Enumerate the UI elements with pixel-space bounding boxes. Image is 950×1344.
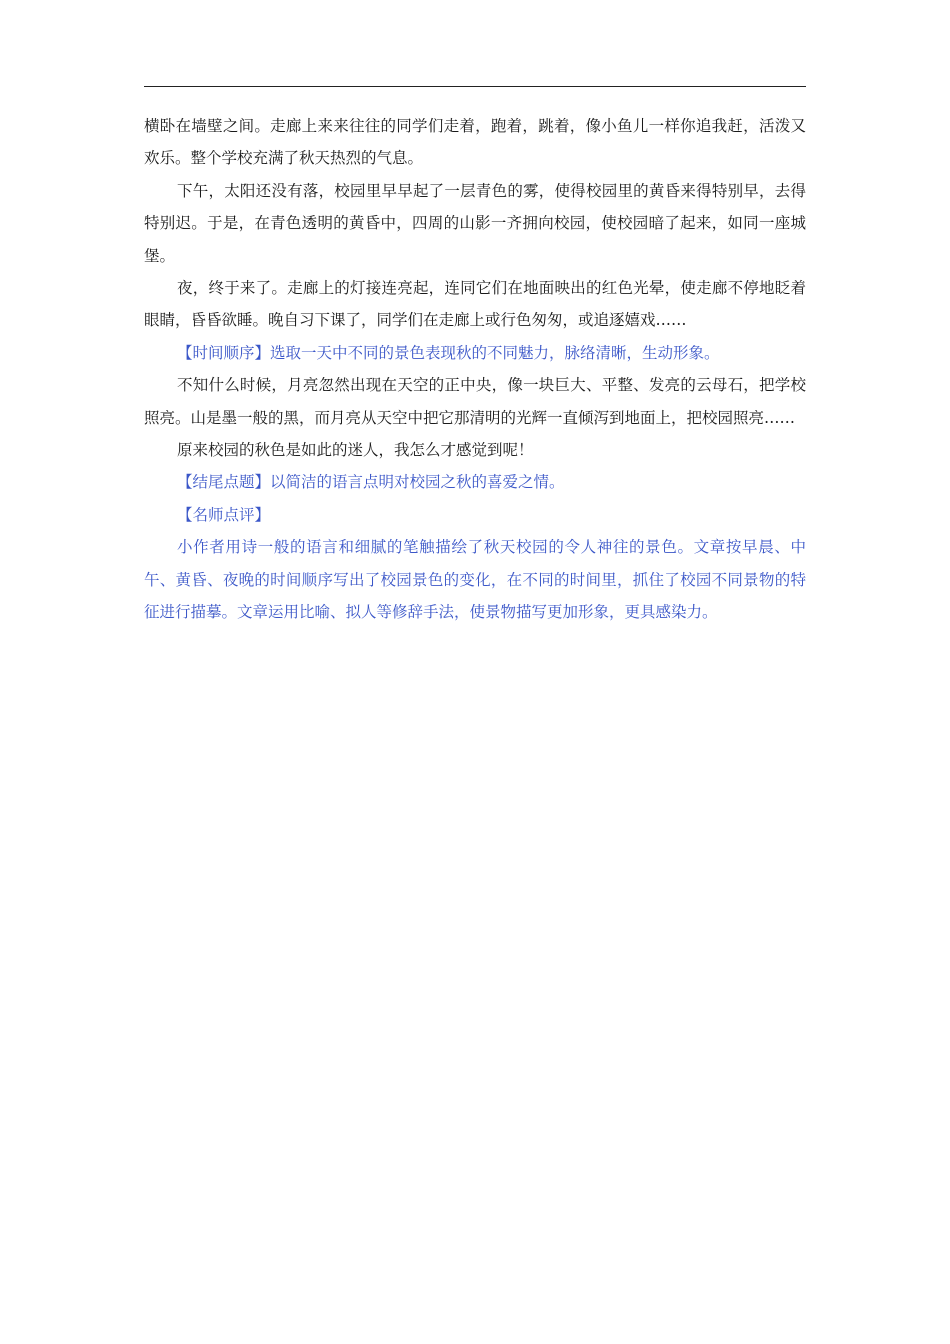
header-rule bbox=[144, 86, 806, 87]
paragraph-continuation: 横卧在墙壁之间。走廊上来来往往的同学们走着，跑着，跳着，像小鱼儿一样你追我赶，活泼又欢乐。整个学校充满了秋天热烈的气息。 bbox=[144, 117, 806, 168]
annotation-ending: 【结尾点题】以简洁的语言点明对校园之秋的喜爱之情。 bbox=[177, 473, 565, 492]
paragraph-moon: 不知什么时候，月亮忽然出现在天空的正中央，像一块巨大、平整、发亮的云母石，把学校照亮。山是墨一般的黑，而月亮从天空中把它那清明的光辉一直倾泻到地面上，把校园照亮…… bbox=[144, 376, 806, 427]
paragraph-night: 夜，终于来了。走廊上的灯接连亮起，连同它们在地面映出的红色光晕，使走廊不停地眨着眼睛，昏昏欲睡。晚自习下课了，同学们在走廊上或行色匆匆，或追逐嬉戏…… bbox=[144, 279, 806, 330]
annotation-time-order: 【时间顺序】选取一天中不同的景色表现秋的不同魅力，脉络清晰，生动形象。 bbox=[177, 343, 720, 362]
teacher-comment-heading: 【名师点评】 bbox=[177, 505, 271, 524]
paragraph-afternoon: 下午，太阳还没有落，校园里早早起了一层青色的雾，使得校园里的黄昏来得特别早，去得特别迟。于是，在青色透明的黄昏中，四周的山影一齐拥向校园，使校园暗了起来，如同一座城堡。 bbox=[144, 181, 806, 265]
teacher-comment-body: 小作者用诗一般的语言和细腻的笔触描绘了秋天校园的令人神往的景色。文章按早晨、中午、黄昏、夜晚的时间顺序写出了校园景色的变化，在不同的时间里，抓住了校园不同景物的特征进行描摹。文章运用比喻、拟人等修辞手法，使景物描写更加形象，更具感染力。 bbox=[144, 538, 806, 622]
essay-body bbox=[144, 110, 806, 629]
paragraph-conclusion: 原来校园的秋色是如此的迷人，我怎么才感觉到呢！ bbox=[177, 441, 534, 460]
